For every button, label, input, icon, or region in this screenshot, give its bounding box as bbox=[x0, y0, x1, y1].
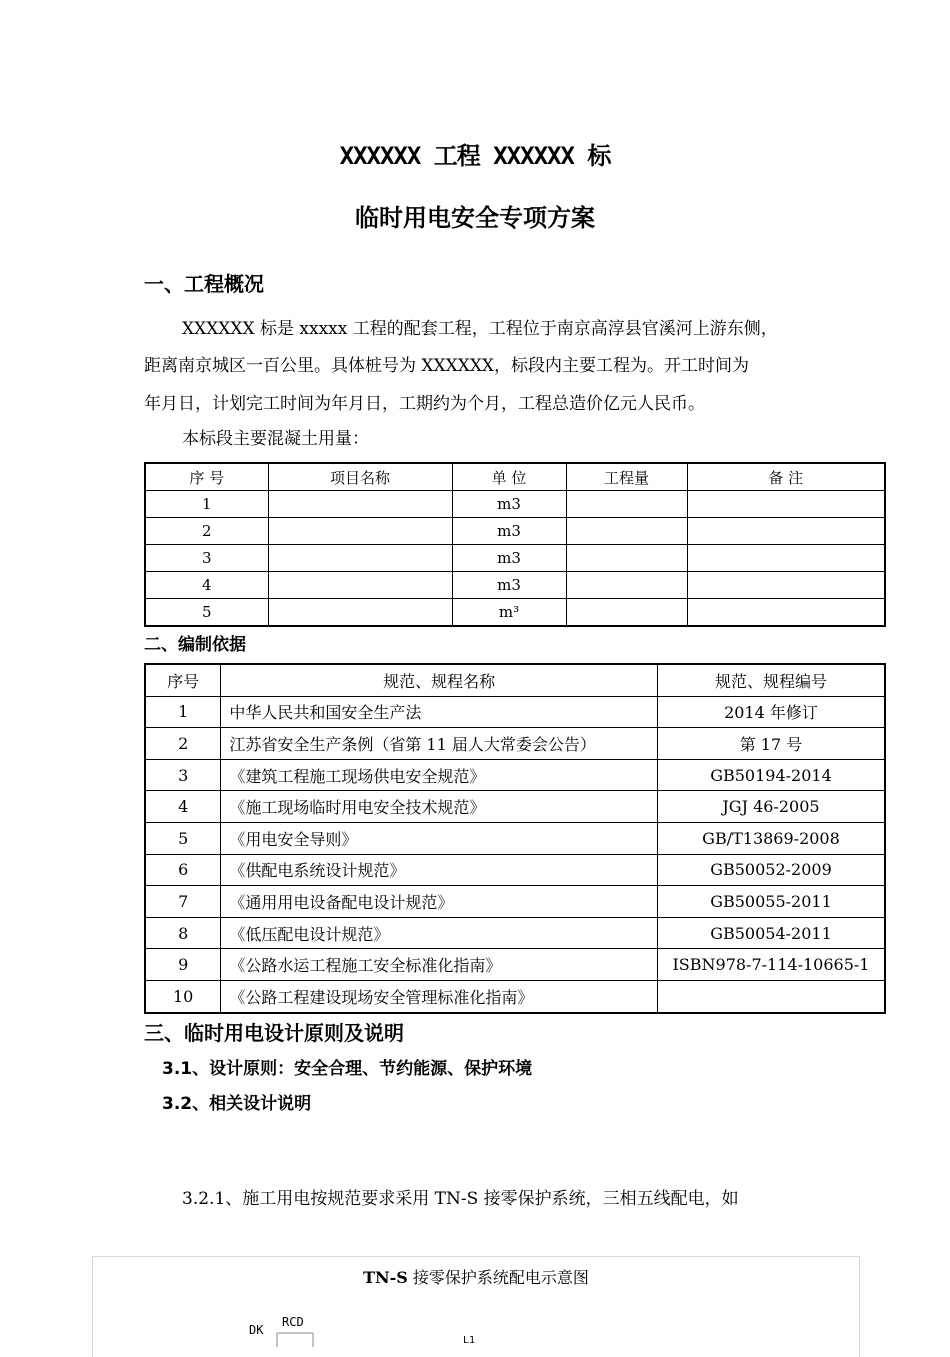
reference-standards-table bbox=[144, 663, 886, 1014]
table-cell: 10 bbox=[145, 980, 221, 1012]
table-cell: 《供配电系统设计规范》 bbox=[221, 854, 658, 886]
table-cell: 1 bbox=[145, 696, 221, 728]
table-cell: 《低压配电设计规范》 bbox=[221, 917, 658, 949]
table-cell bbox=[268, 599, 452, 627]
table-cell: 2 bbox=[145, 518, 268, 545]
section3-para: 3.2.1、施工用电按规范要求采用 TN-S 接零保护系统，三相五线配电，如 bbox=[182, 1189, 739, 1209]
document-title-line2: 临时用电安全专项方案 bbox=[355, 204, 595, 232]
table-row bbox=[145, 491, 885, 518]
table-header-row bbox=[145, 664, 885, 696]
section1-para-line2: 距离南京城区一百公里。具体桩号为 XXXXXX，标段内主要工程为。开工时间为 bbox=[144, 356, 750, 376]
table-cell bbox=[566, 545, 687, 572]
diagram-title-rest: 接零保护系统配电示意图 bbox=[407, 1268, 589, 1287]
section3-sub1: 3.1、设计原则：安全合理、节约能源、保护环境 bbox=[162, 1059, 533, 1079]
table-cell: m3 bbox=[452, 572, 566, 599]
header-cell: 单 位 bbox=[452, 463, 566, 491]
table-cell: GB50055-2011 bbox=[657, 886, 885, 918]
table-cell bbox=[566, 599, 687, 627]
table-cell: 4 bbox=[145, 791, 221, 823]
table-cell: 《公路工程建设现场安全管理标准化指南》 bbox=[221, 980, 658, 1012]
table-row bbox=[145, 728, 885, 760]
table-row bbox=[145, 759, 885, 791]
table-cell bbox=[268, 545, 452, 572]
table-row bbox=[145, 854, 885, 886]
table-cell: 3 bbox=[145, 545, 268, 572]
table-cell: JGJ 46-2005 bbox=[657, 791, 885, 823]
table-cell: 《公路水运工程施工安全标准化指南》 bbox=[221, 949, 658, 981]
table-cell bbox=[566, 518, 687, 545]
table-row bbox=[145, 822, 885, 854]
table-cell: m³ bbox=[452, 599, 566, 627]
table-row bbox=[145, 791, 885, 823]
rcd-symbol bbox=[273, 1329, 323, 1349]
table-cell: 5 bbox=[145, 822, 221, 854]
header-cell: 规范、规程名称 bbox=[221, 664, 658, 696]
table-cell: 7 bbox=[145, 886, 221, 918]
table-cell: m3 bbox=[452, 545, 566, 572]
table-row bbox=[145, 949, 885, 981]
table-cell: 江苏省安全生产条例（省第 11 届人大常委会公告） bbox=[221, 728, 658, 760]
table-cell: 《通用用电设备配电设计规范》 bbox=[221, 886, 658, 918]
section2-heading: 二、编制依据 bbox=[144, 635, 246, 655]
header-cell: 序号 bbox=[145, 664, 221, 696]
section1-para-line3: 年月日，计划完工时间为年月日，工期约为个月，工程总造价亿元人民币。 bbox=[144, 394, 705, 414]
table-cell: 3 bbox=[145, 759, 221, 791]
table-header-row bbox=[145, 463, 885, 491]
table-cell: 中华人民共和国安全生产法 bbox=[221, 696, 658, 728]
table-cell: 2014 年修订 bbox=[657, 696, 885, 728]
table-cell bbox=[687, 572, 885, 599]
table-cell bbox=[566, 491, 687, 518]
table-cell: 5 bbox=[145, 599, 268, 627]
table-cell: GB50052-2009 bbox=[657, 854, 885, 886]
rcd-label: RCD bbox=[282, 1315, 304, 1329]
header-cell: 序 号 bbox=[145, 463, 268, 491]
l1-label: L1 bbox=[463, 1335, 476, 1346]
table-cell: 9 bbox=[145, 949, 221, 981]
header-cell: 备 注 bbox=[687, 463, 885, 491]
table-cell: 《施工现场临时用电安全技术规范》 bbox=[221, 791, 658, 823]
table-cell bbox=[657, 980, 885, 1012]
table-row bbox=[145, 696, 885, 728]
section1-heading: 一、工程概况 bbox=[144, 272, 264, 296]
table-cell: GB50194-2014 bbox=[657, 759, 885, 791]
table-cell: 8 bbox=[145, 917, 221, 949]
table-row bbox=[145, 886, 885, 918]
table1-intro: 本标段主要混凝土用量： bbox=[182, 429, 369, 449]
table-cell bbox=[687, 491, 885, 518]
table-cell bbox=[687, 599, 885, 627]
tn-s-diagram bbox=[92, 1256, 860, 1357]
header-cell: 项目名称 bbox=[268, 463, 452, 491]
header-cell: 工程量 bbox=[566, 463, 687, 491]
table-row bbox=[145, 518, 885, 545]
table-row bbox=[145, 917, 885, 949]
table-cell bbox=[268, 518, 452, 545]
section3-heading: 三、临时用电设计原则及说明 bbox=[144, 1021, 404, 1045]
table-cell: 4 bbox=[145, 572, 268, 599]
table-cell: 1 bbox=[145, 491, 268, 518]
diagram-title bbox=[93, 1265, 859, 1288]
table-cell bbox=[268, 491, 452, 518]
concrete-usage-table bbox=[144, 462, 886, 627]
table-cell: GB/T13869-2008 bbox=[657, 822, 885, 854]
table-cell: m3 bbox=[452, 491, 566, 518]
table-cell: 2 bbox=[145, 728, 221, 760]
table-cell: 第 17 号 bbox=[657, 728, 885, 760]
table-cell: 《用电安全导则》 bbox=[221, 822, 658, 854]
table-row bbox=[145, 599, 885, 627]
diagram-title-bold: TN-S bbox=[363, 1268, 408, 1287]
table-cell: 《建筑工程施工现场供电安全规范》 bbox=[221, 759, 658, 791]
table-cell bbox=[566, 572, 687, 599]
section1-para-line1: XXXXXX 标是 xxxxx 工程的配套工程，工程位于南京高淳县官溪河上游东侧， bbox=[182, 319, 778, 339]
dk-label: DK bbox=[249, 1323, 264, 1337]
table-cell bbox=[687, 545, 885, 572]
table-row bbox=[145, 572, 885, 599]
table-cell: ISBN978-7-114-10665-1 bbox=[657, 949, 885, 981]
table-cell: 6 bbox=[145, 854, 221, 886]
document-title-line1: XXXXXX 工程 XXXXXX 标 bbox=[339, 142, 611, 170]
table-cell: m3 bbox=[452, 518, 566, 545]
table-row bbox=[145, 545, 885, 572]
header-cell: 规范、规程编号 bbox=[657, 664, 885, 696]
table-row bbox=[145, 980, 885, 1012]
table-cell bbox=[687, 518, 885, 545]
section3-sub2: 3.2、相关设计说明 bbox=[162, 1094, 312, 1114]
table-cell bbox=[268, 572, 452, 599]
table-cell: GB50054-2011 bbox=[657, 917, 885, 949]
